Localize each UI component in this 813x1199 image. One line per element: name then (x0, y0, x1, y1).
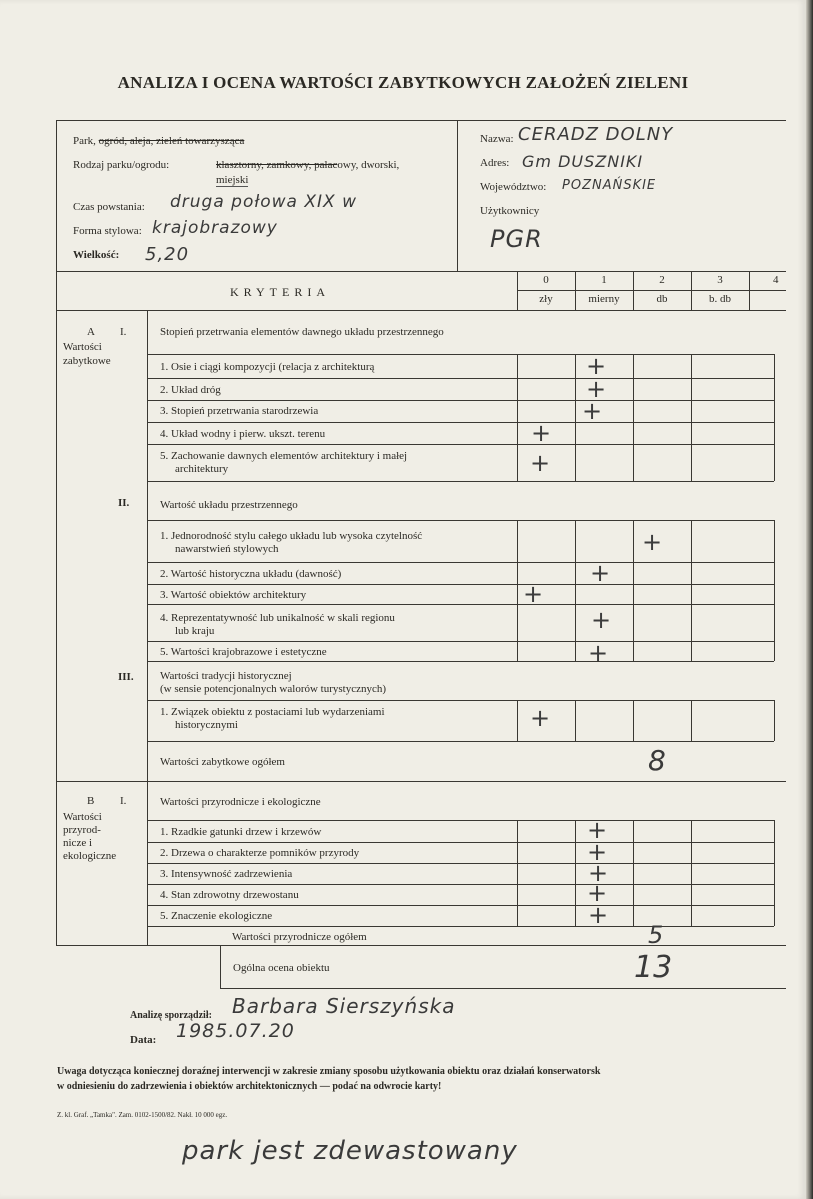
czas-field-label: Czas powstania: (73, 201, 145, 213)
check-mark: + (585, 375, 607, 403)
row-line (147, 354, 774, 355)
grid-col-line (633, 700, 634, 741)
col-2-number: 2 (659, 274, 665, 286)
forma-value: krajobrazowy (152, 218, 278, 238)
grid-col-line (517, 520, 518, 661)
row-a1-4-label: 4. Układ wodny i pierw. ukszt. terenu (160, 428, 326, 440)
grid-col-line (517, 354, 518, 481)
uwaga-line2: w odniesieniu do zadrzewienia i obiektów architektonicznych — podać na odwrocie karty! (57, 1081, 442, 1092)
row-line (147, 562, 774, 563)
row-a2-5-label: 5. Wartości krajobrazowe i estetyczne (160, 646, 327, 658)
row-a2-4-label-cont: lub kraju (175, 625, 215, 637)
section-b-name-line1: Wartości (63, 811, 102, 823)
section-a-name-line2: zabytkowe (63, 355, 111, 367)
total-label: Ogólna ocena obiektu (233, 962, 330, 974)
check-mark: + (586, 838, 608, 866)
check-mark: + (641, 528, 663, 556)
section-a-name-line1: Wartości (63, 341, 102, 353)
row-b-4-label: 4. Stan zdrowotny drzewostanu (160, 889, 299, 901)
uwaga-line1: Uwaga dotycząca koniecznej doraźnej interwencji w zakresie zmiany sposobu użytkowania obiektu oraz działań konserwatorsk (57, 1066, 601, 1077)
section-a3-heading-line2: (w sensie potencjonalnych walorów turystycznych) (160, 683, 387, 695)
czas-value: druga połowa XIX w (170, 192, 357, 212)
row-b-1-label: 1. Rzadkie gatunki drzew i krzewów (160, 826, 322, 838)
grid-col-line (691, 520, 692, 661)
col-line-1-head (575, 271, 576, 310)
row-line (147, 926, 774, 927)
grid-col-line (691, 820, 692, 926)
check-mark: + (581, 397, 603, 425)
nazwa-field-label: Nazwa: (480, 133, 514, 145)
analize-label: Analizę sporządził: (130, 1010, 212, 1021)
row-line (147, 820, 774, 821)
adres-field-label: Adres: (480, 157, 510, 169)
row-a2-1-label-cont: nawarstwień stylowych (175, 543, 279, 555)
row-a1-1-label: 1. Osie i ciągi kompozycji (relacja z architekturą (160, 361, 375, 373)
print-info: Z. kl. Graf. „Tamka". Zam. 0102-1500/82. Nakł. 10 000 egz. (57, 1111, 228, 1119)
row-a1-3-label: 3. Stopień przetrwania starodrzewia (160, 405, 319, 417)
col-line-4-head (749, 271, 750, 310)
row-a1-5-label: 5. Zachowanie dawnych elementów architektury i małej (160, 450, 408, 462)
section-b-name-line3: nicze i (63, 837, 93, 849)
sum-b-value: 5 (648, 921, 664, 949)
row-line (147, 905, 774, 906)
row-line (147, 842, 774, 843)
col-0-label: zły (539, 293, 553, 305)
grid-col-line (517, 700, 518, 741)
check-mark: + (529, 449, 551, 477)
grid-right-line (774, 354, 775, 481)
rodzaj-field-label: Rodzaj parku/ogrodu: (73, 159, 170, 171)
section-a-letter: A (87, 326, 95, 338)
section-divider (56, 781, 786, 782)
row-a3-1-label: 1. Związek obiektu z postaciami lub wydarzeniami (160, 706, 385, 718)
row-line (147, 661, 774, 662)
section-a1-heading: Stopień przetrwania elementów dawnego układu przestrzennego (160, 326, 444, 338)
row-line (147, 481, 774, 482)
grid-col-line (575, 700, 576, 741)
row-a2-4-label: 4. Reprezentatywność lub unikalność w skali regionu (160, 612, 395, 624)
rodzaj-options: klasztorny, zamkowy, pałacowy, dworski, (216, 159, 400, 171)
column-header-mid-line (517, 290, 786, 291)
col-2-label: db (656, 293, 668, 305)
form-title: ANALIZA I OCENA WARTOŚCI ZABYTKOWYCH ZAŁOŻEŃ ZIELENI (117, 73, 689, 92)
row-line (147, 444, 774, 445)
section-b-heading: Wartości przyrodnicze i ekologiczne (160, 796, 321, 808)
col-line-2-head (633, 271, 634, 310)
col-1-number: 1 (601, 274, 607, 286)
row-a3-1-label-cont: historycznymi (175, 719, 238, 731)
col-line-0-head (517, 271, 518, 310)
row-line (147, 641, 774, 642)
row-line (147, 400, 774, 401)
total-value: 13 (634, 950, 673, 985)
col-1-label: mierny (588, 293, 620, 305)
section-a-roman-2: II. (118, 497, 130, 509)
wojewodztwo-value: POZNAŃSKIE (562, 178, 657, 193)
check-mark: + (587, 859, 609, 887)
section-a3-heading-line1: Wartości tradycji historycznej (160, 670, 292, 682)
check-mark: + (587, 901, 609, 929)
row-line (147, 604, 774, 605)
section-a-roman-1: I. (120, 326, 127, 338)
adres-value: Gm DUSZNIKI (522, 152, 644, 171)
row-line (147, 520, 774, 521)
nazwa-value: CERADZ DOLNY (518, 124, 674, 145)
section-a2-heading: Wartość układu przestrzennego (160, 499, 298, 511)
grid-col-line (517, 820, 518, 926)
check-mark: + (590, 606, 612, 634)
grid-col-line (575, 354, 576, 481)
table-top-border (56, 271, 786, 272)
wojewodztwo-field-label: Województwo: (480, 181, 547, 193)
check-mark: + (587, 639, 609, 667)
left-border (56, 120, 57, 946)
grid-col-line (633, 820, 634, 926)
kryteria-heading: KRYTERIA (230, 285, 330, 299)
total-box-bottom (220, 988, 786, 989)
col-0-number: 0 (543, 274, 549, 286)
total-box-left (220, 945, 221, 988)
grid-col-line (691, 354, 692, 481)
grid-col-line (633, 354, 634, 481)
wielkosc-field-label: Wielkość: (73, 249, 120, 261)
grid-right-line (774, 700, 775, 741)
grid-col-line (575, 820, 576, 926)
row-b-3-label: 3. Intensywność zadrzewienia (160, 868, 293, 880)
col-line-3-head (691, 271, 692, 310)
park-field-label: Park, ogród, aleja, zieleń towarzysząca (73, 135, 245, 147)
page-edge-shadow (806, 0, 813, 1199)
row-line (147, 863, 774, 864)
section-b-name-line4: ekologiczne (63, 850, 117, 862)
section-a-roman-3: III. (118, 671, 134, 683)
row-line (147, 422, 774, 423)
analize-signature: Barbara Sierszyńska (232, 994, 456, 1018)
grid-col-line (633, 520, 634, 661)
grid-right-line (774, 820, 775, 926)
section-b-letter: B (87, 795, 95, 807)
row-line (147, 584, 774, 585)
col-3-label: b. db (709, 293, 731, 305)
row-a1-5-label-cont: architektury (175, 463, 229, 475)
uzytkownicy-value: PGR (490, 225, 543, 253)
handwritten-note: park jest zdewastowany (182, 1136, 518, 1166)
check-mark: + (586, 879, 608, 907)
criteria-left-divider (147, 310, 148, 945)
row-line (147, 700, 774, 701)
col-4-number: 4 (773, 274, 779, 286)
row-b-2-label: 2. Drzewa o charakterze pomników przyrody (160, 847, 360, 859)
forma-field-label: Forma stylowa: (73, 225, 142, 237)
grid-col-line (575, 520, 576, 661)
grid-col-line (691, 700, 692, 741)
row-line (147, 378, 774, 379)
row-a2-3-label: 3. Wartość obiektów architektury (160, 589, 307, 601)
check-mark: + (589, 559, 611, 587)
check-mark: + (529, 704, 551, 732)
sum-a-value: 8 (648, 744, 666, 777)
row-a1-2-label: 2. Układ dróg (160, 384, 221, 396)
row-line (147, 884, 774, 885)
check-mark: + (530, 419, 552, 447)
column-header-bottom-line (56, 310, 786, 311)
section-b-roman-1: I. (120, 795, 127, 807)
header-top-border (56, 120, 786, 121)
header-divider (457, 120, 458, 271)
row-a2-2-label: 2. Wartość historyczna układu (dawność) (160, 568, 342, 580)
grid-right-line (774, 520, 775, 661)
table-row-line (56, 945, 786, 946)
sum-a-label: Wartości zabytkowe ogółem (160, 756, 285, 768)
section-b-name-line2: przyrod- (63, 824, 101, 836)
wielkosc-value: 5,20 (145, 244, 190, 265)
row-b-5-label: 5. Znaczenie ekologiczne (160, 910, 273, 922)
sum-b-label: Wartości przyrodnicze ogółem (232, 931, 367, 943)
data-value: 1985.07.20 (176, 1020, 295, 1042)
row-a2-1-label: 1. Jednorodność stylu całego układu lub wysoka czytelność (160, 530, 423, 542)
check-mark: + (522, 580, 544, 608)
uzytkownicy-field-label: Użytkownicy (480, 205, 540, 217)
data-label: Data: (130, 1034, 157, 1046)
check-mark: + (585, 352, 607, 380)
check-mark: + (586, 816, 608, 844)
col-3-number: 3 (717, 274, 723, 286)
rodzaj-option-miejski: miejski (216, 174, 249, 186)
row-line (147, 741, 774, 742)
